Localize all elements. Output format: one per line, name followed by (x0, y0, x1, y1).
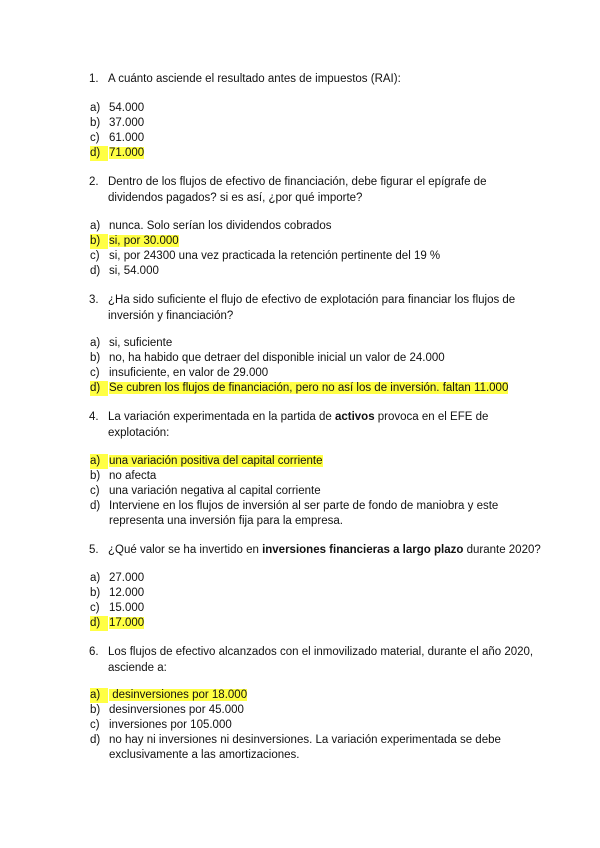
option-4b[interactable] (90, 469, 550, 484)
option-letter: c) (90, 719, 100, 731)
option-letter: c) (90, 132, 100, 144)
option-5c[interactable] (90, 601, 550, 616)
option-letter: b) (90, 704, 101, 716)
option-letter: d) (90, 146, 108, 161)
option-3b[interactable] (90, 351, 550, 366)
option-text-highlighted: desinversiones por 18.000 (109, 689, 248, 701)
question-text: A cuánto asciende el resultado antes de impuestos (RAI): (108, 73, 401, 85)
question-number: 5. (89, 544, 99, 556)
option-text: Interviene en los flujos de inversión al ser parte de fondo de maniobra y este representa una inversión fija para la empresa. (109, 500, 499, 527)
question-1 (90, 71, 540, 87)
option-text-highlighted: 17.000 (109, 617, 145, 629)
option-letter: c) (90, 602, 100, 614)
option-letter: c) (90, 250, 100, 262)
question-text: ¿Ha sido suficiente el flujo de efectivo de explotación para financiar los flujos de inversión y financiación? (108, 294, 516, 322)
option-text-highlighted: 71.000 (109, 147, 145, 159)
option-1a[interactable] (90, 101, 550, 116)
option-text: no, ha habido que detraer del disponible inicial un valor de 24.000 (109, 352, 445, 364)
option-letter: b) (90, 470, 101, 482)
question-2 (90, 174, 540, 206)
option-4d[interactable] (90, 499, 530, 529)
option-4a[interactable] (90, 454, 550, 469)
question-text-after: durante 2020? (463, 544, 541, 556)
option-text: inversiones por 105.000 (109, 719, 232, 731)
option-letter: c) (90, 367, 100, 379)
option-text: no afecta (109, 470, 157, 482)
option-letter: a) (90, 454, 108, 469)
option-5a[interactable] (90, 571, 550, 586)
option-letter: b) (90, 352, 101, 364)
option-letter: b) (90, 117, 101, 129)
question-3 (90, 292, 540, 324)
option-letter: d) (90, 734, 101, 746)
question-text-bold: inversiones financieras a largo plazo (262, 544, 464, 556)
option-3c[interactable] (90, 366, 550, 381)
option-text: desinversiones por 45.000 (109, 704, 244, 716)
option-text: 15.000 (109, 602, 145, 614)
option-5d[interactable] (90, 616, 550, 631)
option-text: 54.000 (109, 102, 145, 114)
option-letter: a) (90, 220, 101, 232)
option-6d[interactable] (90, 733, 530, 763)
question-text (108, 542, 550, 558)
question-6 (90, 644, 540, 676)
question-text: Dentro de los flujos de efectivo de financiación, debe figurar el epígrafe de dividendos pagados? si es así, ¿por qué importe? (108, 176, 487, 204)
question-number: 6. (89, 646, 99, 658)
option-letter: d) (90, 265, 101, 277)
option-2a[interactable] (90, 219, 550, 234)
option-letter: a) (90, 337, 101, 349)
option-text: 61.000 (109, 132, 145, 144)
question-text-after: provoca en el EFE de explotación: (108, 411, 489, 439)
question-text: Los flujos de efectivo alcanzados con el inmovilizado material, durante el año 2020, asciende a: (108, 646, 534, 674)
option-text-highlighted: una variación positiva del capital corriente (109, 455, 323, 467)
option-text: 27.000 (109, 572, 145, 584)
option-6c[interactable] (90, 718, 550, 733)
option-letter: a) (90, 572, 101, 584)
option-text-highlighted: si, por 30.000 (109, 235, 179, 247)
option-text: insuficiente, en valor de 29.000 (109, 367, 269, 379)
option-letter: a) (90, 102, 101, 114)
option-letter: d) (90, 500, 101, 512)
option-text: nunca. Solo serían los dividendos cobrados (109, 220, 332, 232)
question-number: 2. (89, 176, 99, 188)
option-2d[interactable] (90, 264, 550, 279)
question-text-before: ¿Qué valor se ha invertido en (108, 544, 263, 556)
option-letter: c) (90, 485, 100, 497)
option-text: una variación negativa al capital corriente (109, 485, 321, 497)
option-3a[interactable] (90, 336, 550, 351)
option-2c[interactable] (90, 249, 550, 264)
option-4c[interactable] (90, 484, 550, 499)
option-letter: d) (90, 381, 108, 396)
option-letter: b) (90, 234, 108, 249)
option-5b[interactable] (90, 586, 550, 601)
question-text-bold: activos (334, 411, 375, 423)
option-text: no hay ni inversiones ni desinversiones. La variación experimentada se debe exclusivamente a las amortizaciones. (109, 734, 501, 761)
question-text (108, 409, 540, 441)
option-2b[interactable] (90, 234, 550, 249)
question-number: 3. (89, 294, 99, 306)
option-1b[interactable] (90, 116, 550, 131)
question-4 (90, 409, 540, 441)
option-1d[interactable] (90, 146, 550, 161)
option-text-highlighted: Se cubren los flujos de financiación, pero no así los de inversión. faltan 11.000 (109, 382, 509, 394)
option-3d[interactable] (90, 381, 550, 396)
option-letter: a) (90, 688, 108, 703)
option-letter: b) (90, 587, 101, 599)
question-text-before: La variación experimentada en la partida de (108, 411, 335, 423)
option-6b[interactable] (90, 703, 550, 718)
option-text: 37.000 (109, 117, 145, 129)
option-text: 12.000 (109, 587, 145, 599)
option-text: si, suficiente (109, 337, 173, 349)
question-number: 4. (89, 411, 99, 423)
question-5 (90, 542, 550, 558)
option-6a[interactable] (90, 688, 550, 703)
option-letter: d) (90, 616, 108, 631)
option-text: si, por 24300 una vez practicada la retención pertinente del 19 % (109, 250, 441, 262)
option-1c[interactable] (90, 131, 550, 146)
question-number: 1. (89, 73, 99, 85)
option-text: si, 54.000 (109, 265, 159, 277)
